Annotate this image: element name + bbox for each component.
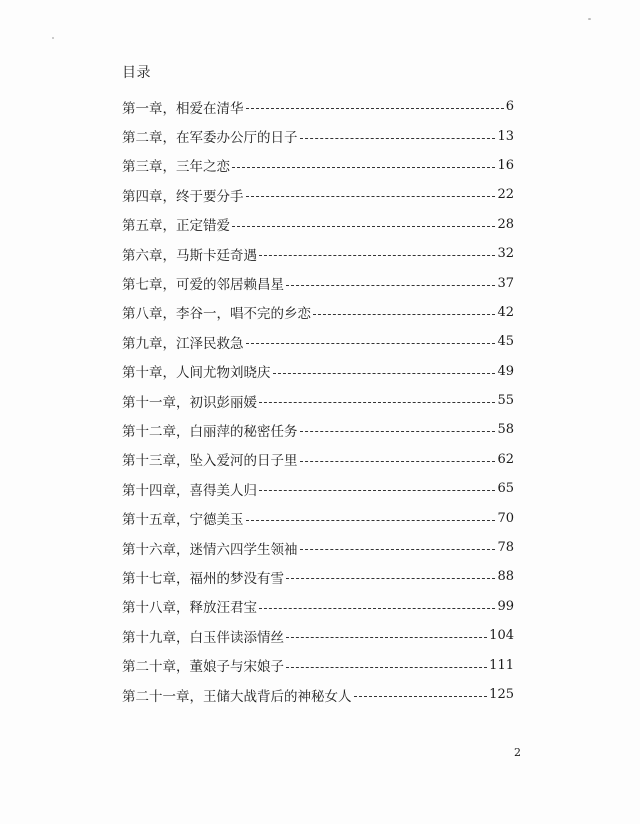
toc-entry (122, 357, 514, 386)
toc-leader-dashes (232, 226, 495, 227)
toc-entry-title: 第九章，江泽民救急 (122, 335, 244, 352)
toc-entry-title: 第六章，马斯卡廷奇遇 (122, 247, 257, 264)
toc-entry (122, 621, 514, 650)
toc-entry-page: 37 (497, 275, 514, 291)
toc-entry (122, 533, 514, 562)
toc-entry (122, 680, 514, 709)
toc-entry-title: 第十章，人间尤物刘晓庆 (122, 365, 271, 382)
toc-leader-dashes (232, 167, 495, 168)
toc-leader-dashes (259, 402, 495, 403)
toc-leader-dashes (246, 196, 496, 197)
toc-entry-title: 第十一章，初识彭丽媛 (122, 394, 257, 411)
toc-entry-title: 第十二章，白丽萍的秘密任务 (122, 423, 298, 440)
toc-entry (122, 650, 514, 679)
toc-entry-title: 第四章，终于要分手 (122, 188, 244, 205)
toc-entry (122, 92, 514, 121)
toc-entry-title: 第十八章，释放汪君宝 (122, 600, 257, 617)
toc-entry (122, 180, 514, 209)
toc-entry-page: 58 (497, 422, 514, 438)
toc-entry-title: 第十四章，喜得美人归 (122, 482, 257, 499)
toc-entry-page: 32 (497, 246, 514, 262)
toc-entry-page: 55 (497, 393, 514, 409)
toc-entry-page: 49 (497, 363, 514, 379)
toc-entry-page: 28 (497, 216, 514, 232)
toc-entry-title: 第八章，李谷一，唱不完的乡恋 (122, 306, 311, 323)
scan-speck (52, 37, 54, 39)
toc-entry-title: 第十六章，迷情六四学生领袖 (122, 541, 298, 558)
toc-entry-page: 78 (497, 540, 514, 556)
toc-entry-page: 42 (497, 304, 514, 320)
toc-entry-title: 第十七章，福州的梦没有雪 (122, 570, 284, 587)
toc-entry-title: 第二章，在军委办公厅的日子 (122, 130, 298, 147)
toc-entry-title: 第十九章，白玉伴读添情丝 (122, 629, 284, 646)
toc-entry-title: 第三章，三年之恋 (122, 159, 230, 176)
toc-leader-dashes (354, 696, 488, 697)
toc-entry-title: 第二十章，董娘子与宋娘子 (122, 659, 284, 676)
toc-entry-page: 125 (489, 687, 514, 702)
page-number: 2 (514, 746, 521, 759)
toc-entry-page: 104 (489, 628, 514, 644)
toc-entry-page: 6 (505, 99, 514, 115)
toc-entry-page: 45 (497, 334, 514, 350)
toc-entry (122, 239, 514, 268)
toc-entry-title: 第七章，可爱的邻居赖昌星 (122, 277, 284, 294)
toc-entry (122, 415, 514, 444)
toc-entry (122, 474, 514, 503)
toc-leader-dashes (313, 314, 495, 315)
toc-entry-page: 111 (489, 657, 514, 673)
toc-entry-title: 第一章，相爱在清华 (122, 100, 244, 117)
toc-entry (122, 210, 514, 239)
toc-entry-page: 13 (497, 128, 514, 144)
toc-leader-dashes (300, 549, 496, 550)
toc-entry (122, 445, 514, 474)
toc-entry (122, 503, 514, 532)
toc-entry-page: 16 (497, 157, 514, 173)
toc-entry (122, 151, 514, 180)
toc-leader-dashes (286, 667, 487, 668)
toc-entry (122, 298, 514, 327)
toc-leader-dashes (300, 431, 496, 432)
toc-entry-page: 65 (497, 481, 514, 497)
toc-entry-page: 70 (497, 510, 514, 526)
toc-entry (122, 562, 514, 591)
toc-entry (122, 592, 514, 621)
toc-list (122, 92, 514, 709)
toc-leader-dashes (259, 490, 495, 491)
toc-leader-dashes (246, 108, 504, 109)
toc-leader-dashes (286, 285, 495, 286)
toc-leader-dashes (259, 608, 495, 609)
toc-entry-page: 22 (497, 187, 514, 203)
toc-entry (122, 268, 514, 297)
toc-leader-dashes (273, 373, 496, 374)
toc-entry-page: 62 (497, 451, 514, 467)
toc-entry-title: 第十三章，坠入爱河的日子里 (122, 453, 298, 470)
toc-entry-page: 88 (497, 569, 514, 585)
toc-leader-dashes (286, 578, 495, 579)
toc-leader-dashes (246, 520, 496, 521)
toc-entry (122, 327, 514, 356)
toc-entry-title: 第二十一章，王储大战背后的神秘女人 (122, 688, 352, 705)
toc-leader-dashes (300, 461, 496, 462)
toc-leader-dashes (286, 637, 487, 638)
scan-speck (588, 18, 591, 20)
toc-heading: 目录 (122, 65, 151, 81)
toc-entry (122, 121, 514, 150)
toc-entry-page: 99 (497, 598, 514, 614)
toc-leader-dashes (246, 343, 496, 344)
toc-entry-title: 第十五章，宁德美玉 (122, 512, 244, 529)
toc-leader-dashes (300, 138, 496, 139)
toc-entry (122, 386, 514, 415)
toc-entry-title: 第五章，正定错爱 (122, 218, 230, 235)
toc-leader-dashes (259, 255, 495, 256)
